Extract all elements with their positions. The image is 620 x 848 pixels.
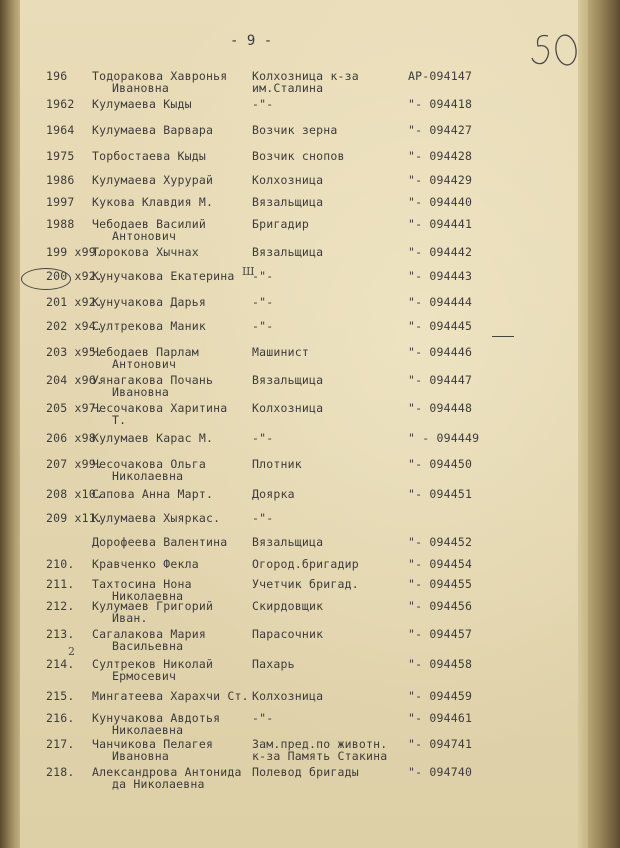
occupation: -"- (252, 511, 274, 525)
person-name: Кунучакова Дарья (92, 295, 206, 309)
occupation: Колхозница (252, 173, 324, 187)
row-number: 210. (46, 557, 75, 571)
document-number: "- 094461 (408, 711, 473, 725)
row-number: 206 x98 (46, 431, 96, 445)
row-number: 218. (46, 765, 75, 779)
document-number: "- 094418 (408, 97, 473, 111)
table-row (20, 458, 590, 484)
row-number: 211. (46, 577, 75, 591)
document-number: "- 094428 (408, 149, 473, 163)
person-name-line2: Т. (112, 413, 127, 427)
occupation: Зам.пред.по животн. (252, 737, 388, 751)
person-name: Кукова Клавдия М. (92, 195, 214, 209)
document-number: "- 094446 (408, 345, 473, 359)
document-number: "- 094455 (408, 577, 473, 591)
person-name-line2: Ивановна (112, 81, 169, 95)
occupation: Полевод бригады (252, 765, 359, 779)
occupation: -"- (252, 269, 274, 283)
occupation: -"- (252, 711, 274, 725)
occupation: Парасочник (252, 627, 324, 641)
book-edge (588, 0, 620, 848)
document-number: "- 094429 (408, 173, 473, 187)
document-number: "- 094427 (408, 123, 473, 137)
margin-mark: 2 (68, 645, 75, 658)
row-number: 215. (46, 689, 75, 703)
person-name: Кулумаева Хурурай (92, 173, 214, 187)
occupation: Колхозница к-за (252, 69, 359, 83)
row-number: 1997 (46, 195, 75, 209)
person-name-line2: Ивановна (112, 749, 169, 763)
occupation: Возчик снопов (252, 149, 345, 163)
person-name-line2: Николаевна (112, 723, 184, 737)
row-number: 208 x10. (46, 487, 103, 501)
row-number: 202 x94. (46, 319, 103, 333)
document-number: "- 094445 (408, 319, 473, 333)
occupation: Вязальщица (252, 195, 324, 209)
occupation: Вязальщица (252, 245, 324, 259)
person-name-line2: Ивановна (112, 385, 169, 399)
document-number: "- 094452 (408, 535, 473, 549)
occupation: -"- (252, 319, 274, 333)
document-number: "- 094454 (408, 557, 473, 571)
person-name-line2: Антонович (112, 357, 177, 371)
person-name: Мингатеева Харахчи Ст. (92, 689, 249, 703)
person-name: Александрова Антонида (92, 765, 242, 779)
table-row (20, 320, 590, 346)
occupation: -"- (252, 431, 274, 445)
occupation: Плотник (252, 457, 302, 471)
occupation: Бригадир (252, 217, 309, 231)
page-number: - 9 - (230, 33, 273, 49)
document-number: "- 094443 (408, 269, 473, 283)
row-number: 217. (46, 737, 75, 751)
occupation-line2: им.Сталина (252, 81, 324, 95)
person-name-line2: Антонович (112, 229, 177, 243)
person-name: Султреков Николай (92, 657, 214, 671)
document-number: "- 094459 (408, 689, 473, 703)
occupation: Скирдовщик (252, 599, 324, 613)
person-name: Кунучакова Авдотья (92, 711, 221, 725)
person-name: Торокова Хычнах (92, 245, 199, 259)
row-number: 213. (46, 627, 75, 641)
table-row (20, 658, 590, 684)
table-row (20, 70, 590, 96)
table-row (20, 374, 590, 400)
document-number: "- 094458 (408, 657, 473, 671)
occupation: Пахарь (252, 657, 295, 671)
document-number: "- 094440 (408, 195, 473, 209)
row-number: 196 (46, 69, 68, 83)
occupation: Колхозница (252, 689, 324, 703)
person-name: Уянагакова Почань (92, 373, 214, 387)
document-number: "- 094442 (408, 245, 473, 259)
person-name-line2: Николаевна (112, 589, 184, 603)
person-name: Кулумаева Кыды (92, 97, 192, 111)
person-name: Чесочакова Харитина (92, 401, 228, 415)
person-name: Чесочакова Ольга (92, 457, 206, 471)
person-name: Торбостаева Кыды (92, 149, 206, 163)
person-name-line2: Николаевна (112, 469, 184, 483)
document-number: "- 094740 (408, 765, 473, 779)
occupation: Колхозница (252, 401, 324, 415)
row-number: 209 x11. (46, 511, 103, 525)
circled-entry-mark (21, 268, 71, 290)
person-name: Тахтосина Нона (92, 577, 192, 591)
occupation: Вязальщица (252, 535, 324, 549)
document-number: АР-094147 (408, 69, 473, 83)
occupation: Учетчик бригад. (252, 577, 359, 591)
document-number: "- 094444 (408, 295, 473, 309)
table-row (20, 432, 590, 458)
row-number: 1964 (46, 123, 75, 137)
table-row (20, 600, 590, 626)
document-number: "- 094456 (408, 599, 473, 613)
document-number: "- 094447 (408, 373, 473, 387)
person-name: Султрекова Маник (92, 319, 206, 333)
row-number: 214. (46, 657, 75, 671)
occupation: Доярка (252, 487, 295, 501)
person-name: Сагалакова Мария (92, 627, 206, 641)
person-name-line2: Иван. (112, 611, 148, 625)
table-row (20, 124, 590, 150)
table-row (20, 712, 590, 738)
row-number: 204 x96. (46, 373, 103, 387)
row-number: 216. (46, 711, 75, 725)
table-row (20, 628, 590, 654)
row-number: 205 x97. (46, 401, 103, 415)
table-row (20, 766, 590, 792)
row-number: 203 x95. (46, 345, 103, 359)
document-page (20, 0, 590, 848)
person-name-line2: Васильевна (112, 639, 184, 653)
document-number: "- 094441 (408, 217, 473, 231)
handwritten-note: Ш (242, 265, 255, 278)
row-number: 1962 (46, 97, 75, 111)
row-number: 1986 (46, 173, 75, 187)
row-number: 1975 (46, 149, 75, 163)
margin-dash (492, 336, 514, 337)
document-number: "- 094457 (408, 627, 473, 641)
document-number: "- 094450 (408, 457, 473, 471)
person-name: Сапова Анна Март. (92, 487, 214, 501)
book-binding (0, 0, 22, 848)
occupation: -"- (252, 97, 274, 111)
person-name: Кравченко Фекла (92, 557, 199, 571)
row-number: 200 x92. (46, 269, 103, 283)
person-name: Тодоракова Хавронья (92, 69, 228, 83)
document-number: " - 094449 (408, 431, 480, 445)
person-name: Кулумаев Григорий (92, 599, 214, 613)
person-name: Дорофеева Валентина (92, 535, 228, 549)
person-name: Кулумаев Карас М. (92, 431, 214, 445)
occupation: Вязальщица (252, 373, 324, 387)
row-number: 207 x99. (46, 457, 103, 471)
occupation: Огород.бригадир (252, 557, 359, 571)
occupation: Возчик зерна (252, 123, 338, 137)
row-number: 1988 (46, 217, 75, 231)
table-row (20, 402, 590, 428)
occupation: -"- (252, 295, 274, 309)
table-row (20, 218, 590, 244)
table-row (20, 270, 590, 296)
person-name: Чебодаев Парлам (92, 345, 199, 359)
document-number: "- 094451 (408, 487, 473, 501)
person-name: Кунучакова Екатерина (92, 269, 235, 283)
table-row (20, 738, 590, 764)
person-name-line2: да Николаевна (112, 777, 205, 791)
person-name: Чебодаев Василий (92, 217, 206, 231)
person-name: Чанчикова Пелагея (92, 737, 214, 751)
person-name: Кулумаева Хыяркас. (92, 511, 221, 525)
occupation-line2: к-за Память Стакина (252, 749, 388, 763)
person-name-line2: Ермосевич (112, 669, 177, 683)
occupation: Машинист (252, 345, 309, 359)
table-row (20, 346, 590, 372)
person-name: Кулумаева Варвара (92, 123, 214, 137)
row-number: 199 x99. (46, 245, 103, 259)
document-number: "- 094448 (408, 401, 473, 415)
row-number: 201 x92. (46, 295, 103, 309)
document-number: "- 094741 (408, 737, 473, 751)
row-number: 212. (46, 599, 75, 613)
table-row (20, 98, 590, 124)
